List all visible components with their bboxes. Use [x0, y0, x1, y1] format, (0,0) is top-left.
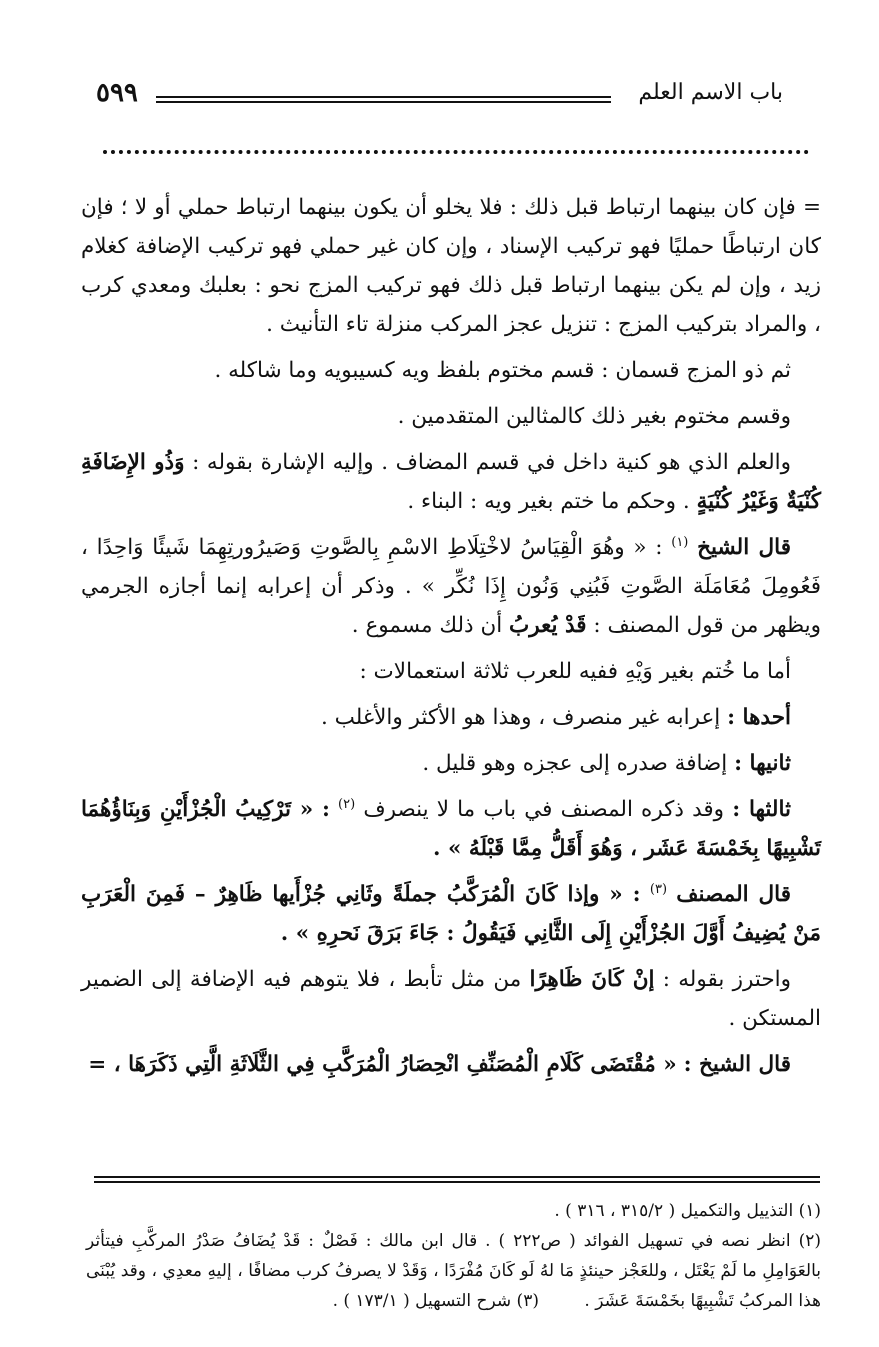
- footnote-ref: (٣): [649, 881, 668, 897]
- item-label: أحدها :: [727, 705, 791, 730]
- paragraph: [81, 351, 821, 390]
- paragraph-text: أن ذلك مسموع .: [351, 613, 503, 638]
- quoted-phrase: قَدْ يُعربُ: [509, 613, 587, 638]
- quoted-text: « مُقْتَضَى كَلَامِ الْمُصَنِّفِ انْحِصَارُ الْمُرَكَّبِ فِي الثَّلَاثَةِ الَّتِي ذَكَرَهَا ، =: [88, 1052, 677, 1077]
- dotted-separator: [103, 150, 809, 154]
- paragraph-text: . وحكم ما ختم بغير ويه : البناء .: [407, 489, 690, 514]
- speaker-label: قال الشيخ: [697, 535, 791, 560]
- paragraph: [81, 188, 821, 344]
- page-header: [96, 78, 783, 118]
- paragraph-text: إعرابه غير منصرف ، وهذا هو الأكثر والأغلب .: [320, 705, 721, 730]
- paragraph-text: إضافة صدره إلى عجزه وهو قليل .: [422, 751, 728, 776]
- main-text: [81, 188, 821, 1091]
- paragraph-text: والعلم الذي هو كنية داخل في قسم المضاف . وإليه الإشارة بقوله :: [192, 450, 791, 475]
- footnote-ref: (٢): [338, 796, 356, 812]
- paragraph: [81, 960, 821, 1038]
- paragraph: [81, 397, 821, 436]
- paragraph: [81, 698, 821, 737]
- quoted-phrase: إنْ كَانَ ظَاهِرًا: [529, 967, 655, 992]
- speaker-label: قال المصنف: [676, 882, 792, 907]
- footnote: [86, 1226, 821, 1316]
- footnotes: [86, 1196, 821, 1316]
- running-title: باب الاسم العلم: [638, 80, 783, 105]
- paragraph-text: وقسم مختوم بغير ذلك كالمثالين المتقدمين .: [397, 404, 791, 429]
- paragraph: [81, 652, 821, 691]
- quoted-verse: وَذُو الإِضَافَةِ كُنْيَةٌ وَغَيْرُ كُنْيَةٍ: [81, 450, 821, 514]
- footnote-separator: [94, 1176, 820, 1183]
- paragraph: [81, 528, 821, 645]
- item-label: ثالثها :: [732, 797, 791, 822]
- paragraph: [81, 790, 821, 868]
- paragraph-text: من مثل تأبط ، فلا يتوهم فيه الإضافة إلى الضمير المستكن .: [81, 967, 821, 1031]
- quoted-text: : « وإذا كَانَ الْمُرَكَّبُ جملَةً وثَانِي جُزْأَيها ظَاهِرٌ – فَمِنَ الْعَرَبِ مَنْ يُضِيفُ أَوَّلَ الجُزْأَيْنِ إِلَى الثَّانِي فَيَقُولُ : جَاءَ بَرَقَ نَحرِهِ » .: [81, 882, 821, 946]
- footnote-ref: (١): [671, 534, 689, 550]
- paragraph-text: أما ما خُتم بغير وَيْهِ ففيه للعرب ثلاثة استعمالات :: [359, 659, 791, 684]
- paragraph-text: = فإن كان بينهما ارتباط قبل ذلك : فلا يخلو أن يكون بينهما ارتباط حملي أو لا ؛ فإن كان ارتباطًا حمليًا فهو تركيب الإسناد ، وإن كان غير حملي فهو تركيب الإضافة كغلام زيد ، وإن لم يكن بينهما ارتباط قبل ذلك فهو تركيب المزج نحو : بعلبك ومعدي كرب ، والمراد بتركيب المزج : تنزيل عجز المركب منزلة تاء التأنيث .: [81, 195, 821, 337]
- footnote-text: (٢) انظر نصه في تسهيل الفوائد ( ص٢٢٢ ) . قال ابن مالك : فَصْلٌ : قَدْ يُضَافُ صَدْرُ المركَّبِ فيتأثر بالعَوَامِلِ ما لَمْ يَعْتَل ، وللعَجْز حينئذٍ مَا لهُ لَو كَانَ مُفْرَدًا ، وَقَدْ لا يصرفُ كرب مضافًا ، إليهِ معدِي ، وقد يُبْنَى هذا المركبُ تَشْبِيهًا بخَمْسَةَ عَشَرَ .: [86, 1231, 821, 1311]
- paragraph: [81, 1045, 821, 1084]
- item-label: ثانيها :: [734, 751, 791, 776]
- paragraph-text: وقد ذكره المصنف في باب ما لا ينصرف: [363, 797, 725, 822]
- paragraph-text: : « وهُوَ الْقِيَاسُ لاخْتِلَاطِ الاسْمِ بِالصَّوتِ وَصَيرُورتِهِمَا شَيئًا وَاحِدًا ، فَعُومِلَ مُعَامَلَة الصَّوتِ فَبُنِي وَنُون إِذَا نُكِّر » . وذكر أن إعرابه إنما أجازه الجرمي ويظهر من قول المصنف :: [81, 535, 821, 638]
- paragraph: [81, 443, 821, 521]
- paragraph: [81, 744, 821, 783]
- paragraph: [81, 875, 821, 953]
- footnote: [86, 1196, 821, 1226]
- footnote-text: (١) التذييل والتكميل ( ٣١٥/٢ ، ٣١٦ ) .: [554, 1201, 821, 1221]
- header-double-rule: [156, 96, 611, 103]
- page-number: ٥٩٩: [96, 78, 138, 108]
- speaker-label: قال الشيخ :: [683, 1052, 791, 1077]
- paragraph-text: ثم ذو المزج قسمان : قسم مختوم بلفظ ويه كسيبويه وما شاكله .: [214, 358, 791, 383]
- quoted-text: : « تَرْكِيبُ الْجُزْأَيْنِ وَبِنَاؤُهُمَا تَشْبِيهًا بِخَمْسَةَ عَشَر ، وَهُوَ أَقَلُّ مِمَّا قَبْلَهُ » .: [81, 797, 821, 861]
- footnote-text: (٣) شرح التسهيل ( ١٧٣/١ ) .: [332, 1291, 539, 1311]
- paragraph-text: واحترز بقوله :: [662, 967, 791, 992]
